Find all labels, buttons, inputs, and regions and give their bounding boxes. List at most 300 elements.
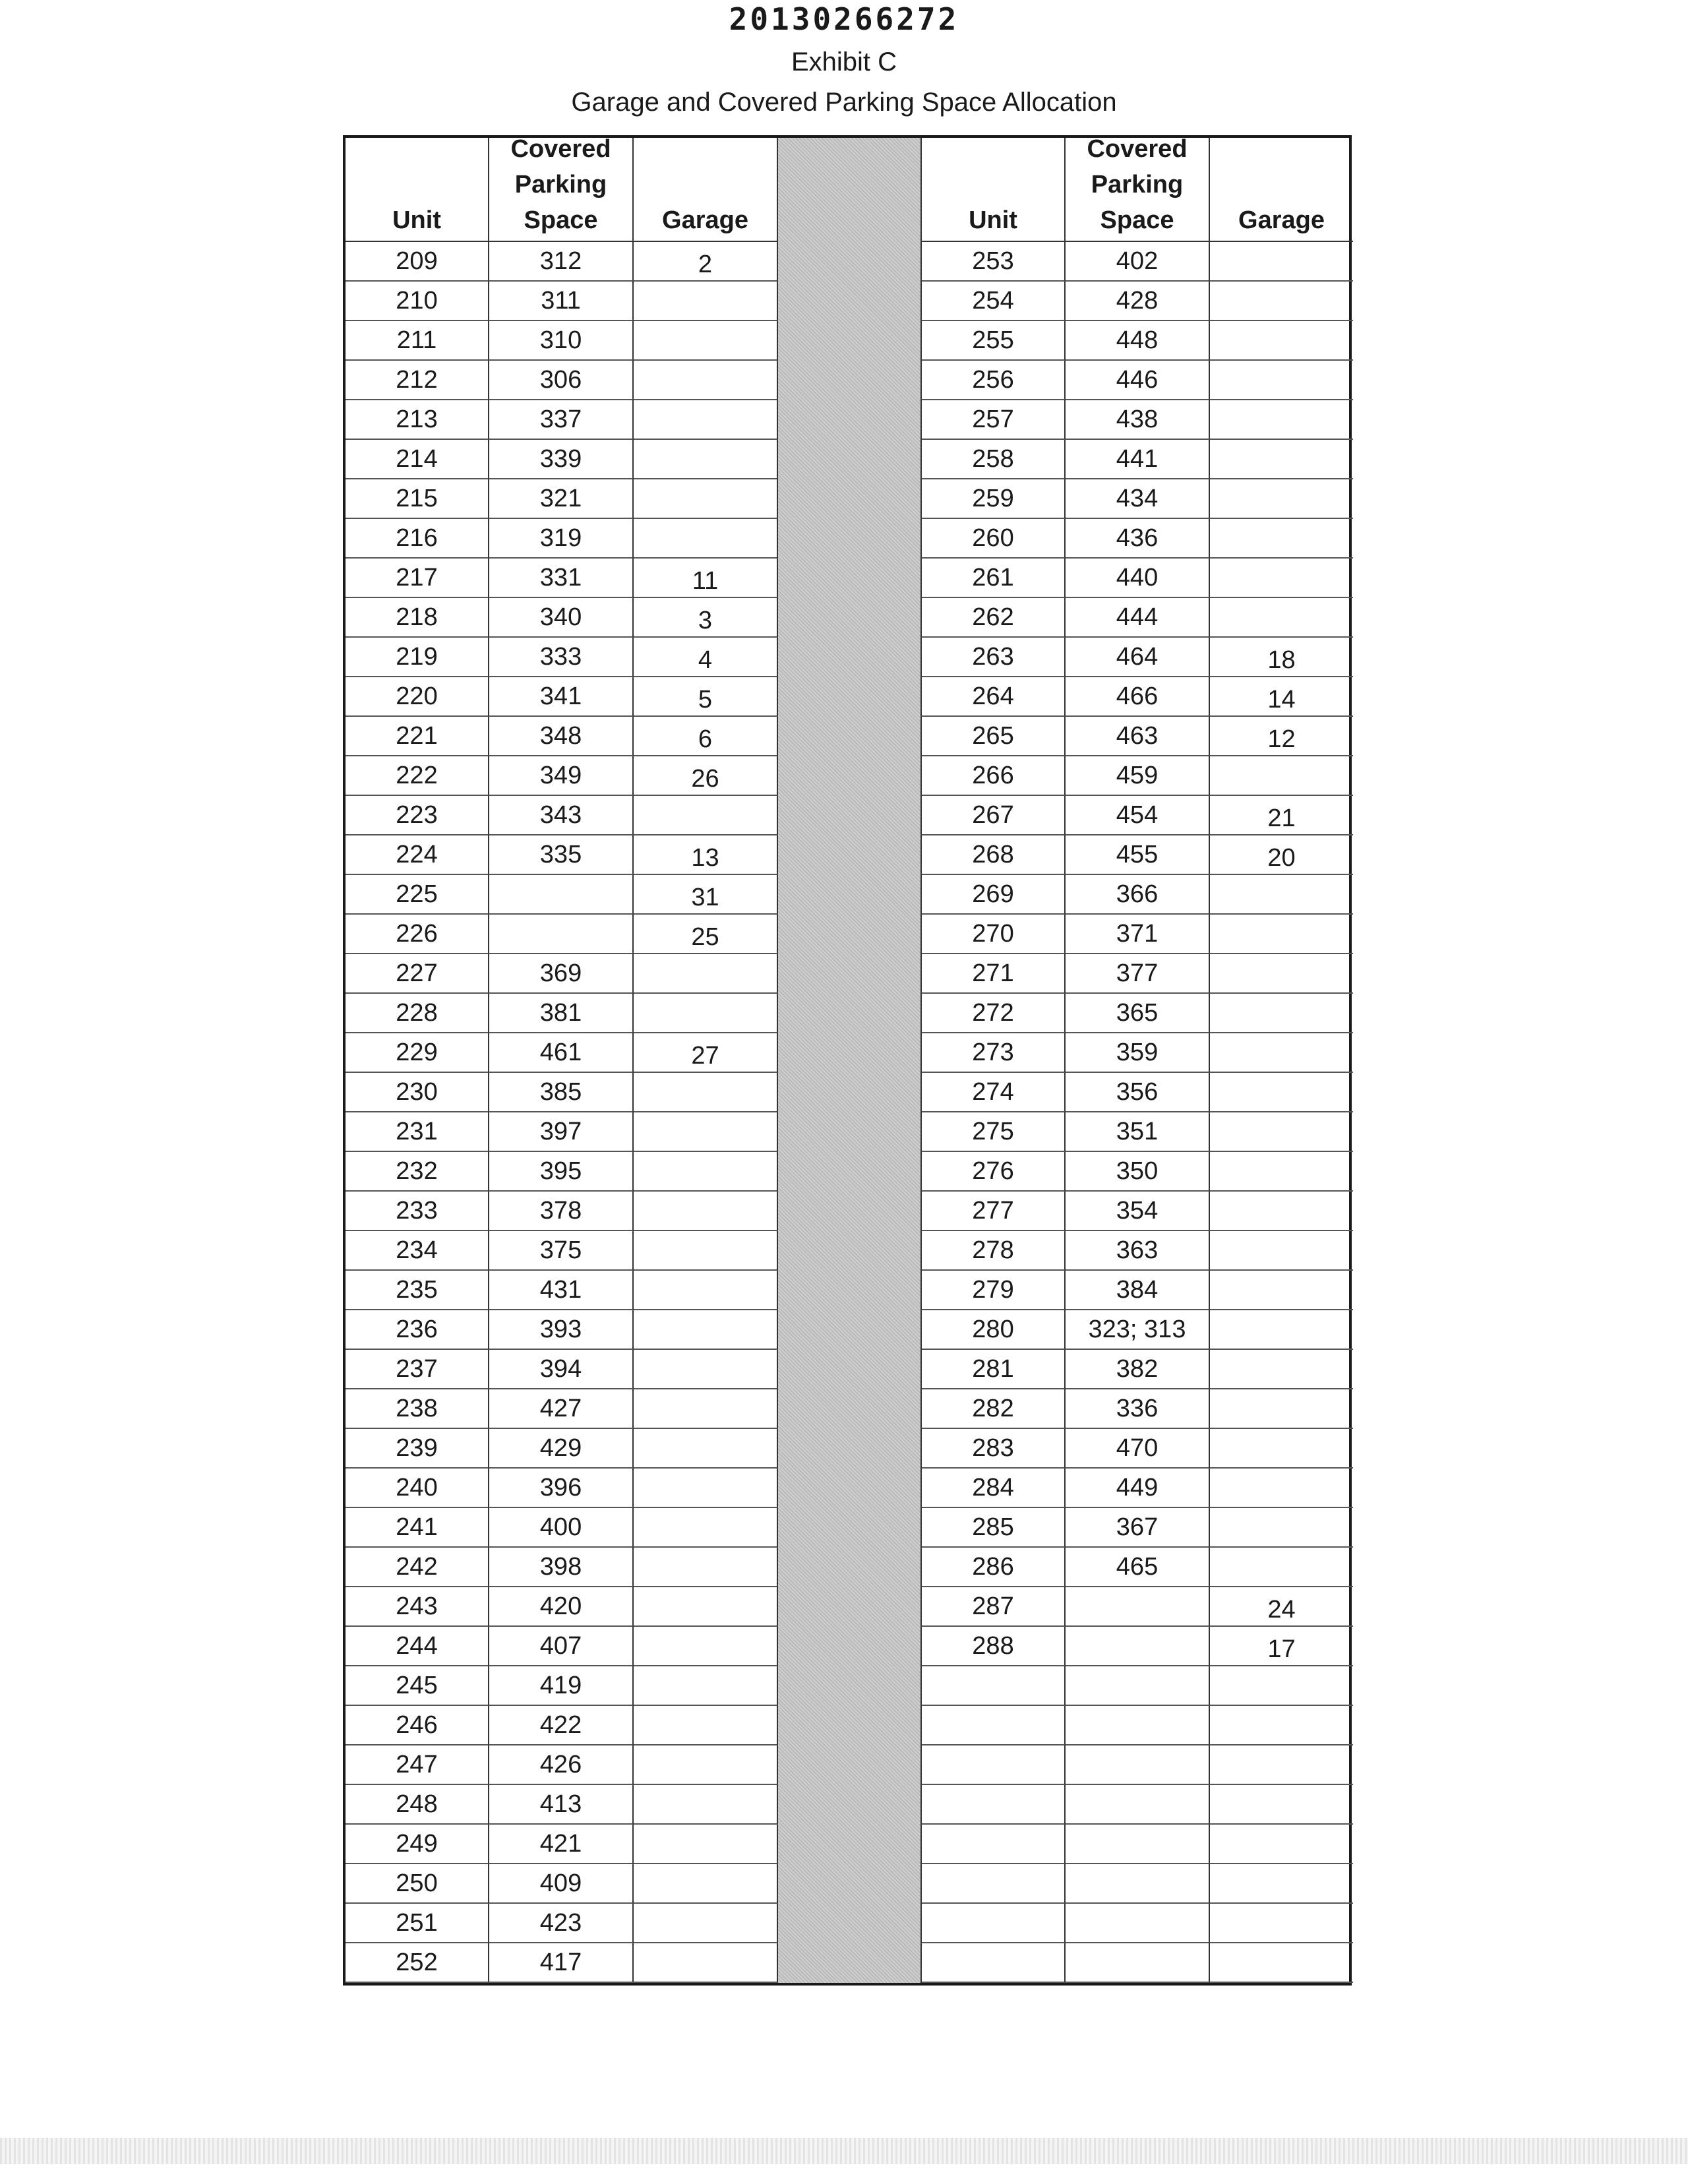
left-garage-value: 27 <box>691 1041 719 1070</box>
header-unit-left <box>346 138 489 242</box>
left-covered-space-cell <box>489 559 634 598</box>
left-covered-space-value: 395 <box>539 1157 582 1185</box>
left-garage-cell <box>634 361 778 400</box>
right-covered-space-cell <box>1066 1152 1210 1192</box>
left-covered-space-cell <box>489 1271 634 1310</box>
right-covered-space-cell <box>1066 440 1210 479</box>
left-unit-cell <box>346 361 489 400</box>
left-unit-value: 219 <box>396 642 438 671</box>
left-covered-space-value: 407 <box>539 1631 582 1660</box>
left-unit-cell <box>346 1192 489 1231</box>
left-unit-value: 217 <box>396 563 438 592</box>
left-unit-value: 233 <box>396 1196 438 1225</box>
left-unit-cell <box>346 1864 489 1904</box>
left-garage-value: 5 <box>698 685 713 713</box>
header-garage-right-label: Garage <box>1238 206 1325 234</box>
right-covered-space-cell <box>1066 915 1210 954</box>
left-covered-space-cell <box>489 1785 634 1825</box>
left-unit-cell <box>346 1231 489 1271</box>
left-covered-space-cell <box>489 954 634 994</box>
right-covered-space-value: 382 <box>1116 1354 1159 1383</box>
left-covered-space-value: 413 <box>539 1790 582 1818</box>
right-covered-space-value: 470 <box>1116 1434 1159 1462</box>
left-unit-value: 249 <box>396 1829 438 1858</box>
left-garage-cell <box>634 677 778 717</box>
left-covered-space-cell <box>489 1706 634 1745</box>
right-unit-cell <box>922 1943 1066 1983</box>
left-covered-space-value: 333 <box>539 642 582 671</box>
right-covered-space-cell <box>1066 1548 1210 1587</box>
left-garage-cell <box>634 1666 778 1706</box>
right-covered-space-value: 463 <box>1116 721 1159 750</box>
right-garage-cell <box>1210 638 1353 677</box>
right-garage-cell <box>1210 1745 1353 1785</box>
header-covered-right-line3: Space <box>1100 206 1174 234</box>
right-unit-cell <box>922 1271 1066 1310</box>
right-unit-value: 262 <box>972 603 1014 631</box>
left-garage-value: 4 <box>698 646 713 674</box>
left-unit-value: 244 <box>396 1631 438 1660</box>
left-covered-space-value: 378 <box>539 1196 582 1225</box>
left-covered-space-cell <box>489 1112 634 1152</box>
right-covered-space-value: 351 <box>1116 1117 1159 1145</box>
right-covered-space-cell <box>1066 321 1210 361</box>
right-garage-value: 24 <box>1267 1595 1296 1623</box>
right-garage-cell <box>1210 479 1353 519</box>
left-covered-space-cell <box>489 1310 634 1350</box>
right-garage-cell <box>1210 1785 1353 1825</box>
right-unit-cell <box>922 1231 1066 1271</box>
right-unit-value: 285 <box>972 1513 1014 1541</box>
right-garage-cell <box>1210 915 1353 954</box>
left-covered-space-value: 417 <box>539 1948 582 1976</box>
left-garage-cell <box>634 1508 778 1548</box>
left-unit-cell <box>346 835 489 875</box>
left-covered-space-value: 461 <box>539 1038 582 1066</box>
right-garage-cell <box>1210 1864 1353 1904</box>
left-covered-space-value: 397 <box>539 1117 582 1145</box>
left-garage-cell <box>634 1073 778 1112</box>
right-unit-cell <box>922 717 1066 756</box>
right-unit-value: 257 <box>972 405 1014 433</box>
right-covered-space-value: 434 <box>1116 484 1159 512</box>
left-covered-space-cell <box>489 242 634 282</box>
left-covered-space-value: 340 <box>539 603 582 631</box>
left-unit-cell <box>346 1469 489 1508</box>
left-unit-cell <box>346 796 489 835</box>
left-covered-space-value: 423 <box>539 1908 582 1937</box>
left-garage-value: 2 <box>698 250 713 278</box>
left-covered-space-value: 339 <box>539 444 582 473</box>
header-garage-left <box>634 138 778 242</box>
left-garage-value: 31 <box>691 883 719 911</box>
left-covered-space-cell <box>489 1429 634 1469</box>
left-unit-value: 218 <box>396 603 438 631</box>
left-covered-space-cell <box>489 1587 634 1627</box>
left-unit-cell <box>346 321 489 361</box>
right-garage-cell <box>1210 1231 1353 1271</box>
right-unit-value: 283 <box>972 1434 1014 1462</box>
right-unit-value: 253 <box>972 247 1014 275</box>
right-covered-space-cell <box>1066 479 1210 519</box>
left-unit-cell <box>346 1508 489 1548</box>
right-garage-cell <box>1210 1548 1353 1587</box>
right-unit-value: 265 <box>972 721 1014 750</box>
right-garage-cell <box>1210 1825 1353 1864</box>
right-covered-space-cell <box>1066 1350 1210 1389</box>
right-garage-cell <box>1210 1943 1353 1983</box>
right-unit-value: 269 <box>972 880 1014 908</box>
right-covered-space-value: 454 <box>1116 801 1159 829</box>
left-unit-cell <box>346 717 489 756</box>
right-garage-cell <box>1210 440 1353 479</box>
right-garage-cell <box>1210 1469 1353 1508</box>
left-unit-value: 226 <box>396 919 438 948</box>
right-covered-space-value: 336 <box>1116 1394 1159 1422</box>
left-unit-cell <box>346 1310 489 1350</box>
left-covered-space-value: 396 <box>539 1473 582 1502</box>
right-unit-cell <box>922 1429 1066 1469</box>
right-covered-space-cell <box>1066 559 1210 598</box>
left-unit-value: 245 <box>396 1671 438 1699</box>
right-covered-space-cell <box>1066 519 1210 559</box>
right-covered-space-cell <box>1066 1508 1210 1548</box>
left-unit-value: 234 <box>396 1236 438 1264</box>
right-unit-value: 277 <box>972 1196 1014 1225</box>
left-unit-cell <box>346 440 489 479</box>
right-unit-cell <box>922 361 1066 400</box>
right-garage-cell <box>1210 400 1353 440</box>
left-garage-value: 3 <box>698 606 713 634</box>
left-garage-cell <box>634 875 778 915</box>
right-covered-space-cell <box>1066 1271 1210 1310</box>
right-garage-cell <box>1210 559 1353 598</box>
right-unit-cell <box>922 677 1066 717</box>
header-covered-right-line2: Parking <box>1091 171 1184 198</box>
right-unit-value: 273 <box>972 1038 1014 1066</box>
left-covered-space-value: 311 <box>541 286 581 315</box>
left-covered-space-value: 419 <box>539 1671 582 1699</box>
left-covered-space-value: 409 <box>539 1869 582 1897</box>
left-garage-cell <box>634 400 778 440</box>
left-unit-value: 220 <box>396 682 438 710</box>
left-garage-cell <box>634 796 778 835</box>
left-unit-cell <box>346 1073 489 1112</box>
left-unit-value: 229 <box>396 1038 438 1066</box>
left-covered-space-cell <box>489 835 634 875</box>
right-unit-cell <box>922 796 1066 835</box>
left-covered-space-value: 319 <box>539 524 582 552</box>
left-garage-cell <box>634 1271 778 1310</box>
right-garage-cell <box>1210 875 1353 915</box>
right-unit-cell <box>922 1310 1066 1350</box>
right-garage-value: 14 <box>1267 685 1296 713</box>
right-covered-space-cell <box>1066 1943 1210 1983</box>
left-unit-value: 223 <box>396 801 438 829</box>
left-garage-cell <box>634 835 778 875</box>
right-covered-space-cell <box>1066 1192 1210 1231</box>
right-covered-space-value: 365 <box>1116 998 1159 1027</box>
right-covered-space-value: 448 <box>1116 326 1159 354</box>
left-unit-value: 238 <box>396 1394 438 1422</box>
right-unit-value: 281 <box>972 1354 1014 1383</box>
left-unit-cell <box>346 1389 489 1429</box>
left-covered-space-cell <box>489 1825 634 1864</box>
left-covered-space-value: 369 <box>539 959 582 987</box>
right-garage-value: 21 <box>1267 804 1296 832</box>
right-unit-value: 259 <box>972 484 1014 512</box>
right-unit-value: 282 <box>972 1394 1014 1422</box>
right-covered-space-value: 441 <box>1116 444 1159 473</box>
right-unit-value: 261 <box>972 563 1014 592</box>
right-covered-space-cell <box>1066 1469 1210 1508</box>
left-unit-value: 221 <box>396 721 438 750</box>
right-covered-space-cell <box>1066 1864 1210 1904</box>
header-covered-left <box>489 135 634 242</box>
right-covered-space-value: 449 <box>1116 1473 1159 1502</box>
right-covered-space-cell <box>1066 1666 1210 1706</box>
left-unit-cell <box>346 400 489 440</box>
left-garage-cell <box>634 756 778 796</box>
allocation-grid <box>346 135 1349 1983</box>
left-covered-space-cell <box>489 1864 634 1904</box>
left-unit-cell <box>346 1548 489 1587</box>
left-unit-cell <box>346 1152 489 1192</box>
left-covered-space-cell <box>489 440 634 479</box>
left-garage-cell <box>634 321 778 361</box>
right-covered-space-cell <box>1066 1627 1210 1666</box>
right-garage-cell <box>1210 1152 1353 1192</box>
right-garage-value: 17 <box>1267 1635 1296 1663</box>
right-covered-space-cell <box>1066 954 1210 994</box>
left-covered-space-cell <box>489 915 634 954</box>
left-unit-value: 250 <box>396 1869 438 1897</box>
right-covered-space-value: 455 <box>1116 840 1159 868</box>
right-covered-space-cell <box>1066 598 1210 638</box>
left-unit-value: 214 <box>396 444 438 473</box>
left-unit-value: 242 <box>396 1552 438 1581</box>
right-garage-cell <box>1210 994 1353 1033</box>
right-covered-space-value: 466 <box>1116 682 1159 710</box>
left-covered-space-cell <box>489 756 634 796</box>
right-unit-value: 267 <box>972 801 1014 829</box>
left-garage-cell <box>634 282 778 321</box>
left-garage-cell <box>634 598 778 638</box>
right-unit-cell <box>922 598 1066 638</box>
left-covered-space-value: 349 <box>539 761 582 789</box>
right-covered-space-cell <box>1066 756 1210 796</box>
right-garage-cell <box>1210 1627 1353 1666</box>
right-unit-value: 266 <box>972 761 1014 789</box>
right-unit-value: 275 <box>972 1117 1014 1145</box>
right-covered-space-value: 350 <box>1116 1157 1159 1185</box>
left-covered-space-cell <box>489 1904 634 1943</box>
left-garage-cell <box>634 1389 778 1429</box>
left-unit-value: 215 <box>396 484 438 512</box>
left-unit-value: 211 <box>396 326 437 354</box>
right-garage-cell <box>1210 1666 1353 1706</box>
left-unit-cell <box>346 559 489 598</box>
left-covered-space-cell <box>489 361 634 400</box>
left-garage-cell <box>634 519 778 559</box>
left-garage-cell <box>634 242 778 282</box>
right-unit-value: 270 <box>972 919 1014 948</box>
left-garage-cell <box>634 638 778 677</box>
right-unit-value: 284 <box>972 1473 1014 1502</box>
right-unit-value: 287 <box>972 1592 1014 1620</box>
left-covered-space-cell <box>489 1745 634 1785</box>
left-garage-cell <box>634 1310 778 1350</box>
left-garage-cell <box>634 1706 778 1745</box>
page-title: Garage and Covered Parking Space Allocation <box>571 88 1117 117</box>
left-unit-cell <box>346 282 489 321</box>
right-garage-cell <box>1210 1350 1353 1389</box>
left-covered-space-cell <box>489 1627 634 1666</box>
left-garage-cell <box>634 1864 778 1904</box>
left-unit-cell <box>346 1033 489 1073</box>
left-unit-cell <box>346 1429 489 1469</box>
right-covered-space-value: 464 <box>1116 642 1159 671</box>
left-unit-cell <box>346 1785 489 1825</box>
right-garage-cell <box>1210 321 1353 361</box>
left-covered-space-cell <box>489 1152 634 1192</box>
right-unit-cell <box>922 875 1066 915</box>
left-unit-value: 216 <box>396 524 438 552</box>
right-unit-cell <box>922 1389 1066 1429</box>
right-garage-cell <box>1210 756 1353 796</box>
left-unit-value: 240 <box>396 1473 438 1502</box>
header-garage-left-label: Garage <box>662 206 748 234</box>
exhibit-label: Exhibit C <box>791 47 897 76</box>
right-unit-cell <box>922 321 1066 361</box>
left-unit-cell <box>346 915 489 954</box>
header-covered-right-line1: Covered <box>1087 135 1188 163</box>
right-unit-cell <box>922 1548 1066 1587</box>
right-covered-space-cell <box>1066 1033 1210 1073</box>
left-garage-cell <box>634 1033 778 1073</box>
left-unit-value: 228 <box>396 998 438 1027</box>
right-unit-cell <box>922 638 1066 677</box>
left-unit-value: 241 <box>396 1513 438 1541</box>
right-garage-cell <box>1210 1508 1353 1548</box>
left-unit-value: 235 <box>396 1275 438 1304</box>
right-covered-space-value: 367 <box>1116 1513 1159 1541</box>
left-unit-cell <box>346 519 489 559</box>
right-unit-cell <box>922 1864 1066 1904</box>
right-unit-cell <box>922 1785 1066 1825</box>
right-covered-space-value: 323; 313 <box>1088 1315 1186 1343</box>
right-unit-cell <box>922 1350 1066 1389</box>
left-unit-cell <box>346 1112 489 1152</box>
left-covered-space-value: 398 <box>539 1552 582 1581</box>
left-covered-space-cell <box>489 321 634 361</box>
left-covered-space-cell <box>489 1389 634 1429</box>
right-unit-value: 286 <box>972 1552 1014 1581</box>
left-garage-cell <box>634 1350 778 1389</box>
right-unit-cell <box>922 1904 1066 1943</box>
right-covered-space-value: 371 <box>1116 919 1159 948</box>
right-garage-value: 12 <box>1267 725 1296 753</box>
right-unit-value: 276 <box>972 1157 1014 1185</box>
right-garage-cell <box>1210 1033 1353 1073</box>
document-number: 20130266272 <box>729 1 959 37</box>
right-covered-space-value: 359 <box>1116 1038 1159 1066</box>
right-garage-cell <box>1210 717 1353 756</box>
left-garage-cell <box>634 1785 778 1825</box>
right-covered-space-value: 440 <box>1116 563 1159 592</box>
left-unit-value: 252 <box>396 1948 438 1976</box>
left-unit-cell <box>346 1666 489 1706</box>
right-garage-cell <box>1210 1904 1353 1943</box>
left-garage-value: 6 <box>698 725 713 753</box>
left-covered-space-cell <box>489 1943 634 1983</box>
left-garage-value: 26 <box>691 764 719 793</box>
left-covered-space-cell <box>489 796 634 835</box>
left-garage-cell <box>634 1587 778 1627</box>
scan-edge-noise <box>0 2138 1688 2164</box>
left-garage-value: 25 <box>691 923 719 951</box>
left-covered-space-cell <box>489 875 634 915</box>
left-covered-space-value: 310 <box>539 326 582 354</box>
left-unit-value: 212 <box>396 365 438 394</box>
left-unit-cell <box>346 1587 489 1627</box>
left-covered-space-cell <box>489 717 634 756</box>
left-covered-space-cell <box>489 677 634 717</box>
left-covered-space-value: 394 <box>539 1354 582 1383</box>
right-covered-space-value: 438 <box>1116 405 1159 433</box>
right-unit-value: 288 <box>972 1631 1014 1660</box>
left-covered-space-cell <box>489 479 634 519</box>
right-unit-cell <box>922 519 1066 559</box>
left-unit-cell <box>346 954 489 994</box>
left-covered-space-value: 422 <box>539 1711 582 1739</box>
left-covered-space-value: 337 <box>539 405 582 433</box>
left-unit-cell <box>346 1271 489 1310</box>
left-covered-space-value: 426 <box>539 1750 582 1778</box>
right-covered-space-value: 384 <box>1116 1275 1159 1304</box>
right-unit-cell <box>922 400 1066 440</box>
left-garage-cell <box>634 1825 778 1864</box>
left-unit-value: 236 <box>396 1315 438 1343</box>
left-covered-space-value: 393 <box>539 1315 582 1343</box>
left-covered-space-value: 385 <box>539 1077 582 1106</box>
right-covered-space-cell <box>1066 1429 1210 1469</box>
right-covered-space-cell <box>1066 1825 1210 1864</box>
right-unit-value: 278 <box>972 1236 1014 1264</box>
right-covered-space-value: 428 <box>1116 286 1159 315</box>
left-unit-cell <box>346 479 489 519</box>
right-unit-cell <box>922 1033 1066 1073</box>
left-garage-cell <box>634 954 778 994</box>
right-garage-cell <box>1210 1389 1353 1429</box>
left-covered-space-value: 400 <box>539 1513 582 1541</box>
right-garage-cell <box>1210 242 1353 282</box>
left-unit-cell <box>346 638 489 677</box>
left-unit-value: 243 <box>396 1592 438 1620</box>
right-covered-space-cell <box>1066 400 1210 440</box>
right-covered-space-cell <box>1066 242 1210 282</box>
right-covered-space-cell <box>1066 1073 1210 1112</box>
left-covered-space-value: 312 <box>539 247 582 275</box>
right-garage-cell <box>1210 282 1353 321</box>
right-unit-cell <box>922 1825 1066 1864</box>
right-unit-cell <box>922 1587 1066 1627</box>
right-covered-space-value: 444 <box>1116 603 1159 631</box>
left-covered-space-value: 420 <box>539 1592 582 1620</box>
right-unit-value: 268 <box>972 840 1014 868</box>
right-unit-cell <box>922 954 1066 994</box>
header-unit-right-label: Unit <box>969 206 1017 234</box>
